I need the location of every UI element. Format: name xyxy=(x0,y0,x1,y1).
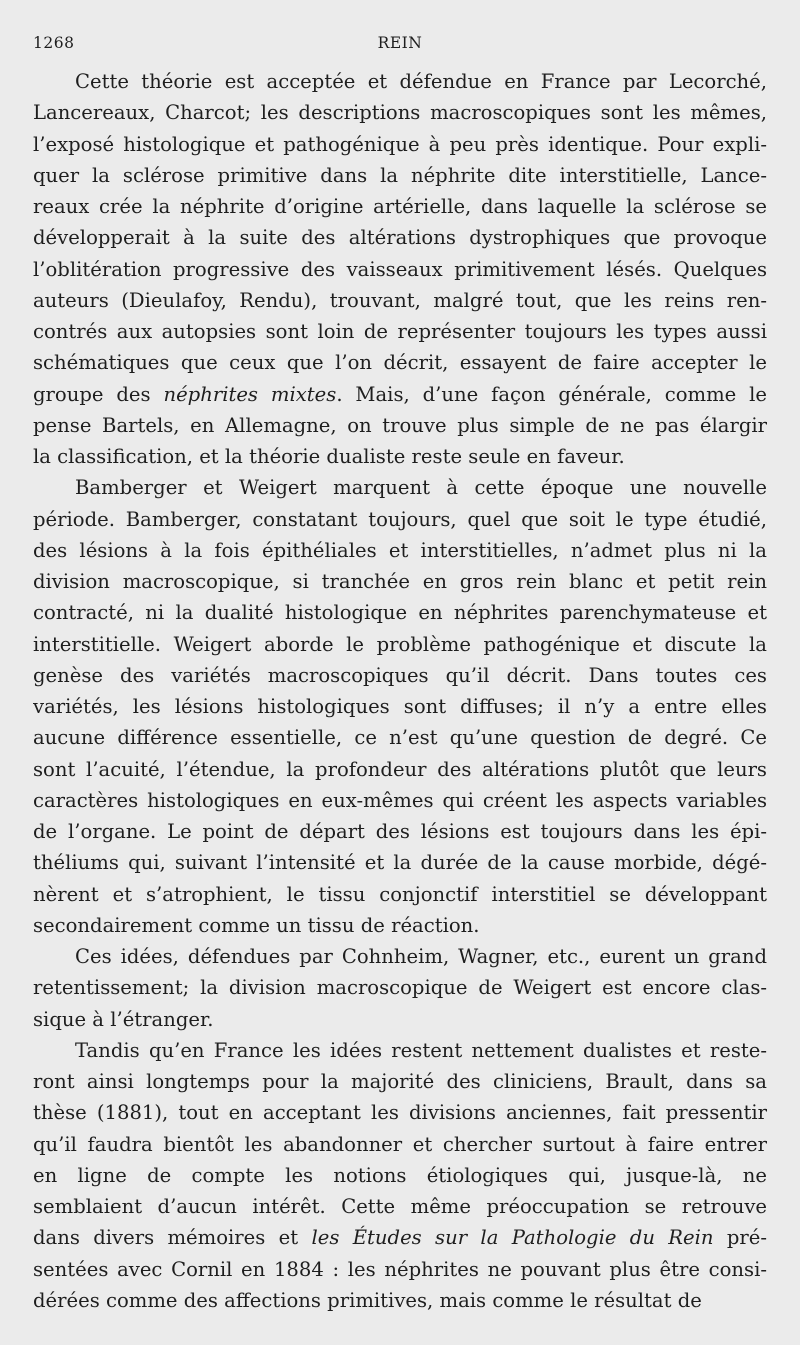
text-line: secondairement comme un tissu de réaction. xyxy=(33,913,480,937)
text-line: interstitielle. Weigert aborde le problème pathogénique et discute la xyxy=(33,632,767,656)
text-line: auteurs (Dieulafoy, Rendu), trouvant, malgré tout, que les reins ren- xyxy=(33,288,767,312)
text-line: schématiques que ceux que l’on décrit, essayent de faire accepter le xyxy=(33,351,767,375)
text-line: des lésions à la fois épithéliales et interstitielles, n’admet plus ni la xyxy=(33,538,767,562)
paragraph xyxy=(33,66,767,472)
text-line: période. Bamberger, constatant toujours, quel que soit le type étudié, xyxy=(33,507,767,531)
text-line: la classification, et la théorie dualiste reste seule en faveur. xyxy=(33,445,625,468)
running-head xyxy=(33,34,767,56)
text-line: variétés, les lésions histologiques sont diffuses; il n’y a entre elles xyxy=(33,695,767,718)
text-run: dans divers mémoires et xyxy=(33,1226,312,1250)
text-line: en ligne de compte les notions étiologiques qui, jusque-là, ne xyxy=(33,1163,767,1187)
text-line: thèse (1881), tout en acceptant les divisions anciennes, fait pressentir xyxy=(33,1101,767,1125)
text-line xyxy=(33,1222,767,1253)
text-line: sique à l’étranger. xyxy=(33,1007,214,1031)
text-line: de l’organe. Le point de départ des lésions est toujours dans les épi- xyxy=(33,820,767,843)
text-line: caractères histologiques en eux-mêmes qui créent les aspects variables xyxy=(33,788,767,812)
text-run: . Mais, d’une façon générale, comme le xyxy=(336,382,767,406)
text-line: l’oblitération progressive des vaisseaux primitivement lésés. Quelques xyxy=(33,257,767,281)
text-line: pense Bartels, en Allemagne, on trouve plus simple de ne pas élargir xyxy=(33,413,767,437)
body-text xyxy=(33,66,767,1316)
text-line: reaux crée la néphrite d’origine artérielle, dans laquelle la sclérose se xyxy=(33,195,767,218)
text-line: retentissement; la division macroscopique de Weigert est encore clas- xyxy=(33,976,767,1000)
text-line: Lancereaux, Charcot; les descriptions macroscopiques sont les mêmes, xyxy=(33,101,767,125)
text-line: aucune différence essentielle, ce n’est qu’une question de degré. Ce xyxy=(33,726,767,750)
text-line: Bamberger et Weigert marquent à cette époque une nouvelle xyxy=(75,476,767,500)
italic-title: les Études sur la Pathologie du Rein xyxy=(311,1226,714,1250)
text-line: sont l’acuité, l’étendue, la profondeur des altérations plutôt que leurs xyxy=(33,757,767,781)
text-run: groupe des xyxy=(33,382,164,406)
page-number: 1268 xyxy=(33,34,75,52)
text-line: Cette théorie est acceptée et défendue en France par Lecorché, xyxy=(75,70,767,93)
text-line: ront ainsi longtemps pour la majorité des cliniciens, Brault, dans sa xyxy=(33,1070,767,1093)
text-line: qu’il faudra bientôt les abandonner et chercher surtout à faire entrer xyxy=(33,1132,767,1156)
paragraph xyxy=(33,472,767,941)
running-title: REIN xyxy=(377,34,423,52)
text-line: quer la sclérose primitive dans la néphrite dite interstitielle, Lance- xyxy=(33,163,767,187)
text-line: Ces idées, défendues par Cohnheim, Wagner, etc., eurent un grand xyxy=(75,945,767,968)
text-line: l’exposé histologique et pathogénique à peu près identique. Pour expli- xyxy=(33,132,767,156)
text-line: développerait à la suite des altérations dystrophiques que provoque xyxy=(33,226,767,250)
text-line: semblaient d’aucun intérêt. Cette même préoccupation se retrouve xyxy=(33,1195,767,1218)
text-line: Tandis qu’en France les idées restent nettement dualistes et reste- xyxy=(75,1038,767,1062)
text-line: sentées avec Cornil en 1884 : les néphrites ne pouvant plus être consi- xyxy=(33,1257,767,1281)
paragraph xyxy=(33,941,767,1035)
text-line: théliums qui, suivant l’intensité et la durée de la cause morbide, dégé- xyxy=(33,851,767,875)
text-line: division macroscopique, si tranchée en gros rein blanc et petit rein xyxy=(33,570,767,593)
text-line xyxy=(33,379,767,410)
paragraph xyxy=(33,1035,767,1316)
text-run: pré- xyxy=(713,1226,767,1250)
text-line: genèse des variétés macroscopiques qu’il décrit. Dans toutes ces xyxy=(33,663,767,687)
italic-title: néphrites mixtes xyxy=(163,382,337,406)
text-line: contrés aux autopsies sont loin de représenter toujours les types aussi xyxy=(33,320,767,343)
text-line: contracté, ni la dualité histologique en néphrites parenchymateuse et xyxy=(33,601,767,625)
text-line: dérées comme des affections primitives, mais comme le résultat de xyxy=(33,1288,702,1312)
text-line: nèrent et s’atrophient, le tissu conjonctif interstitiel se développant xyxy=(33,882,767,906)
